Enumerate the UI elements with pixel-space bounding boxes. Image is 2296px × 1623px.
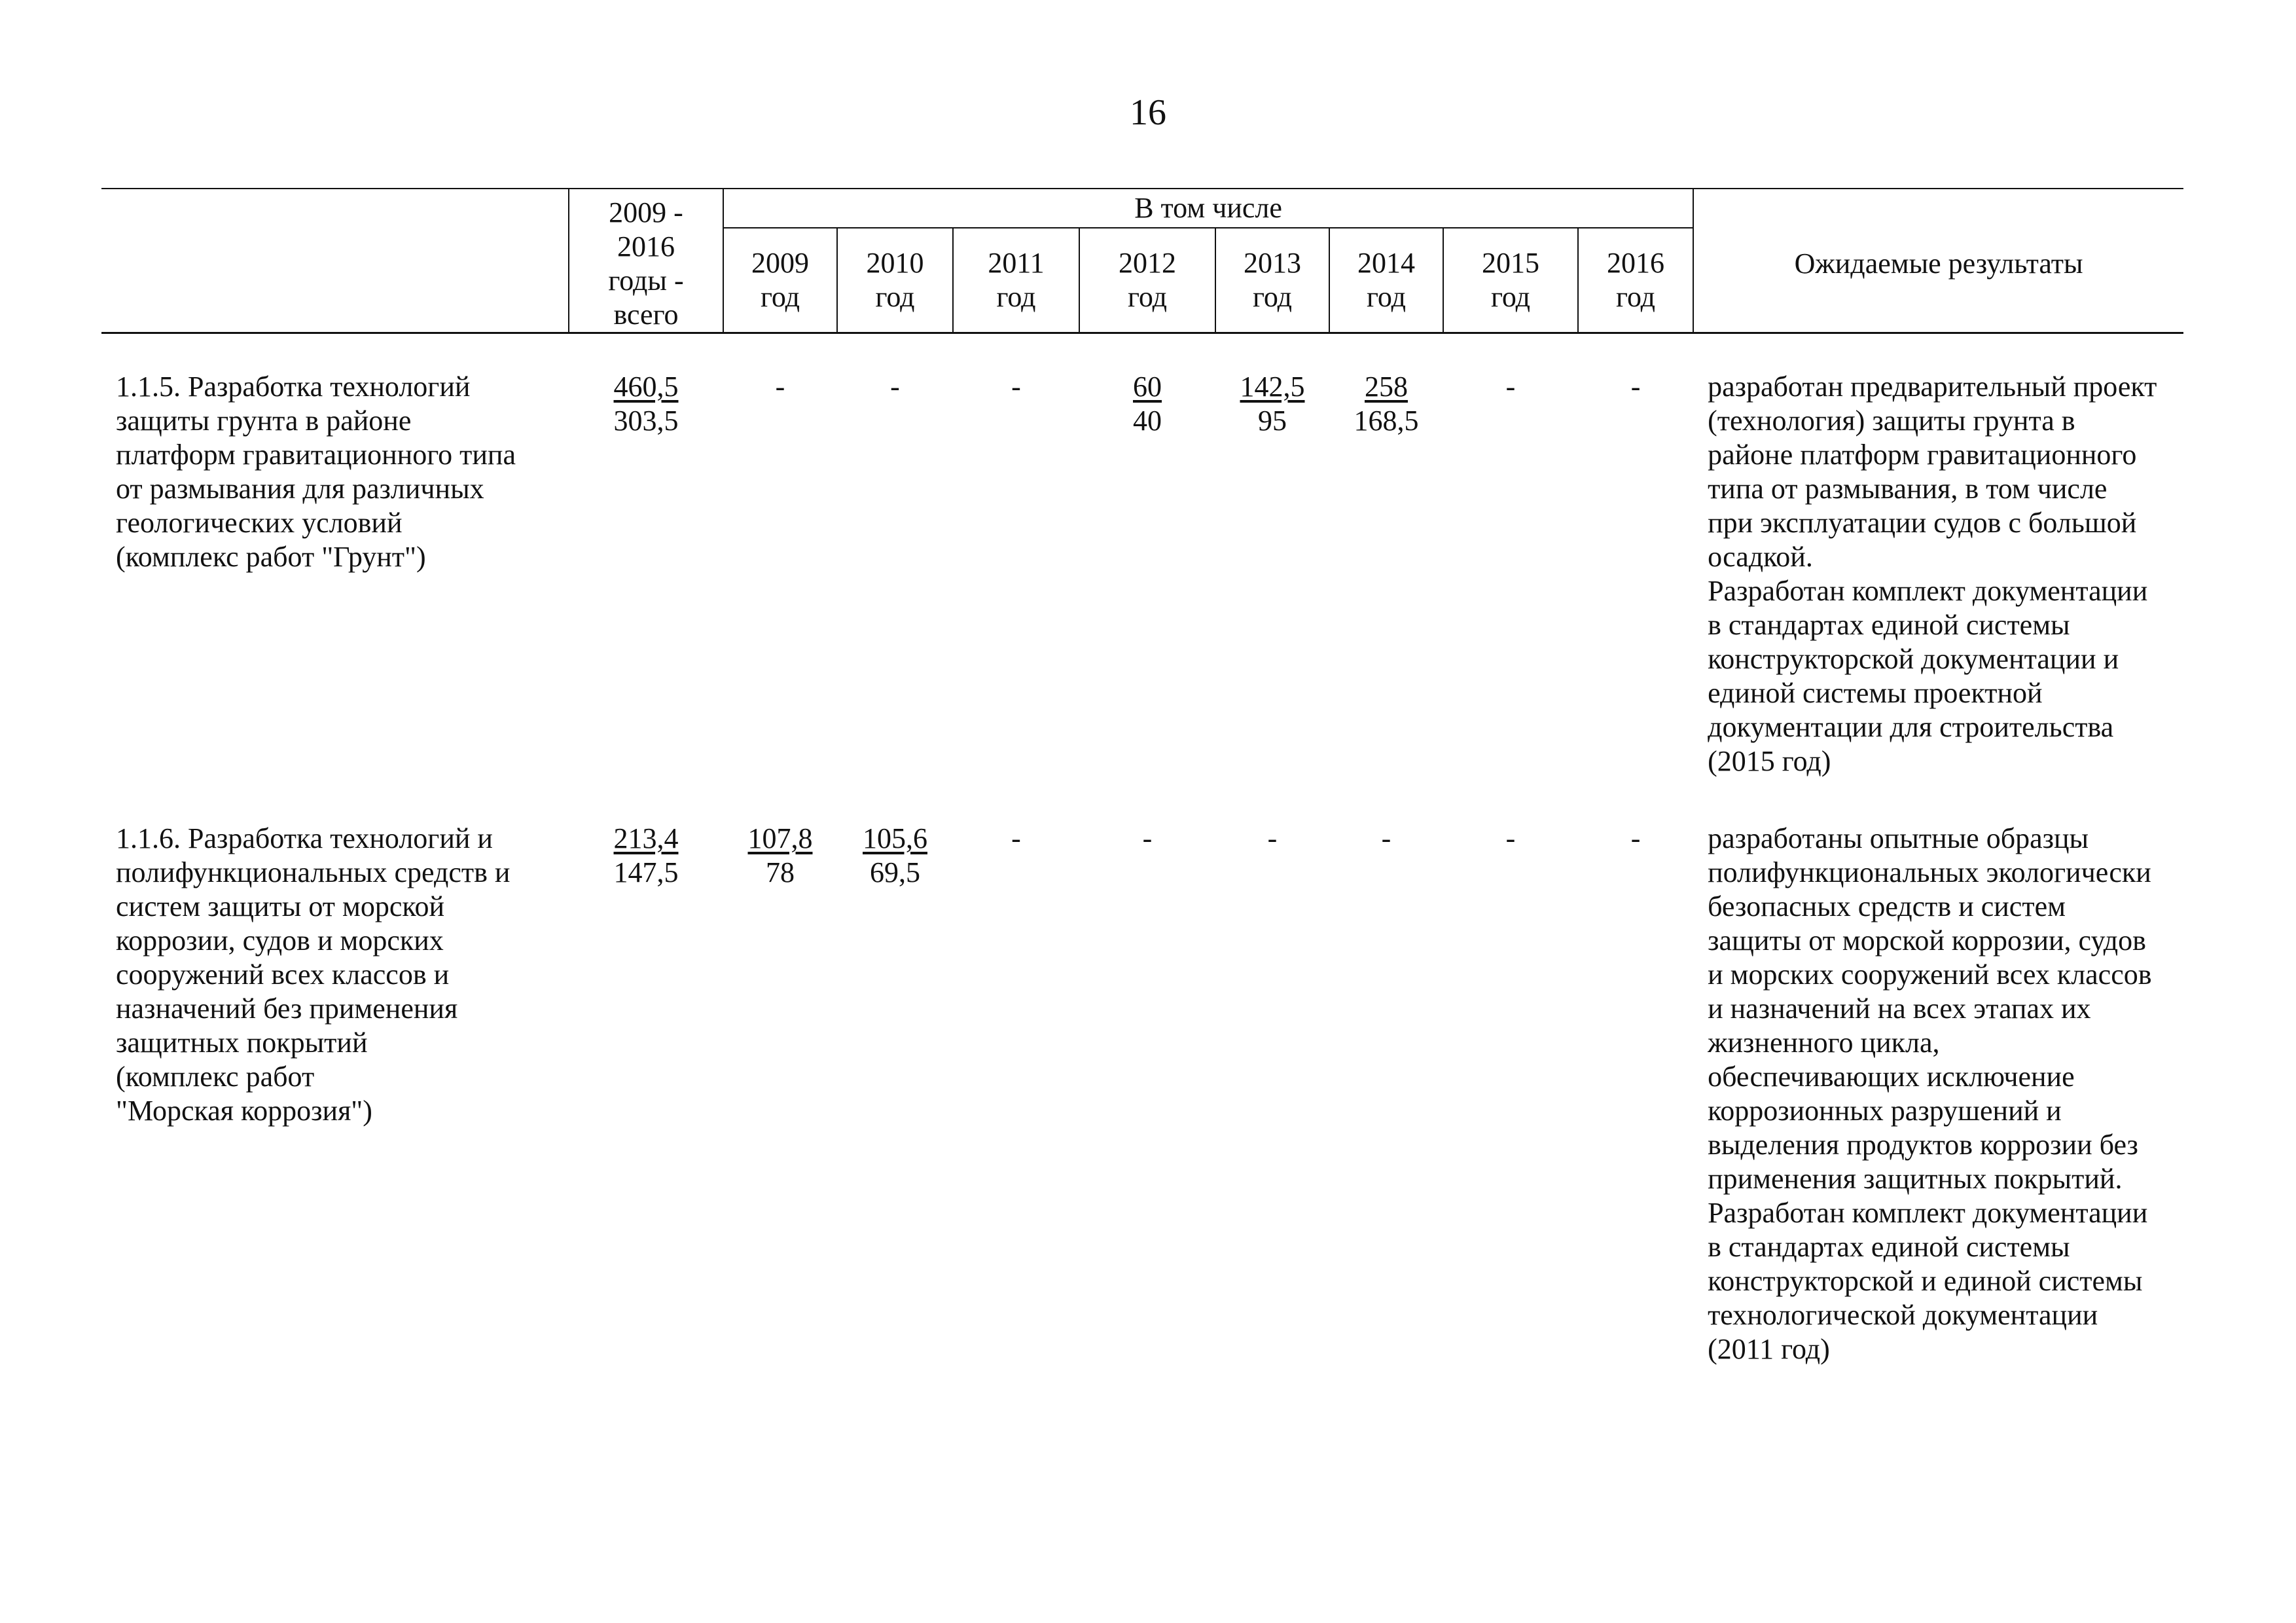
header-year-2009: 2009 год xyxy=(723,228,837,333)
header-year-2011: 2011 год xyxy=(953,228,1079,333)
header-total-line: годы - xyxy=(608,264,684,297)
page-number: 16 xyxy=(1130,92,1166,133)
header-total-line: 2016 xyxy=(617,230,675,263)
year-cell: 258 168,5 xyxy=(1354,371,1419,437)
year-cell: - xyxy=(1381,822,1391,854)
program-table xyxy=(101,188,2183,1366)
header-group-label: В том числе xyxy=(723,189,1693,228)
year-cell: - xyxy=(1267,822,1278,854)
activity-name: 1.1.6. Разработка технологий и полифункциональных средств и систем защиты от морской коррозии, судов и морских сооружений всех классов и назначений без применения защитных покрытий (комплекс работ "Морская коррозия") xyxy=(116,822,511,1127)
header-year-2010: 2010 год xyxy=(837,228,953,333)
year-cell: - xyxy=(1505,822,1516,854)
year-cell: - xyxy=(1011,371,1021,403)
year-cell: 142,5 95 xyxy=(1240,371,1305,437)
total-cell: 460,5 303,5 xyxy=(613,371,679,437)
header-total xyxy=(569,189,723,333)
year-cell: - xyxy=(1011,822,1021,854)
header-total-line: 2009 - xyxy=(609,196,683,228)
header-year-2012: 2012 год xyxy=(1079,228,1215,333)
header-total-line: всего xyxy=(613,299,679,331)
year-cell: 107,8 78 xyxy=(747,822,813,888)
header-activity-cell xyxy=(101,189,569,333)
header-results: Ожидаемые результаты xyxy=(1693,189,2183,333)
year-cell: - xyxy=(1142,822,1153,854)
year-cell: 105,6 69,5 xyxy=(863,822,927,888)
header-year-2016: 2016 год xyxy=(1578,228,1693,333)
year-cell: - xyxy=(1505,371,1516,403)
table-row xyxy=(101,822,2183,1366)
year-cell: - xyxy=(1630,822,1641,854)
activity-name: 1.1.5. Разработка технологий защиты грунта в районе платформ гравитационного типа от размывания для различных геологических условий (комплекс работ "Грунт") xyxy=(116,371,516,573)
table-row xyxy=(101,370,2183,778)
header-year-2015: 2015 год xyxy=(1443,228,1578,333)
header-year-2014: 2014 год xyxy=(1329,228,1443,333)
year-cell: 60 40 xyxy=(1133,371,1162,437)
header-year-2013: 2013 год xyxy=(1215,228,1329,333)
total-cell: 213,4 147,5 xyxy=(613,822,679,888)
year-cell: - xyxy=(1630,371,1641,403)
expected-result: разработаны опытные образцы полифункциональных экологически безопасных средств и систем защиты от морской коррозии, судов и морских сооружений всех классов и назначений на всех этапах их жизненного цикла, обеспечивающих исключение коррозионных разрушений и выделения продуктов коррозии без применения защитных покрытий. Разработан комплект документации в стандартах единой системы конструкторской и единой системы технологической документации (2011 год) xyxy=(1708,822,2152,1365)
expected-result: разработан предварительный проект (технология) защиты грунта в районе платформ гравитационного типа от размывания, в том числе при эксплуатации судов с большой осадкой. Разработан комплект документации в стандартах единой системы конструкторской документации и единой системы проектной документации для строительства (2015 год) xyxy=(1708,371,2157,777)
year-cell: - xyxy=(890,371,900,403)
year-cell: - xyxy=(775,371,785,403)
